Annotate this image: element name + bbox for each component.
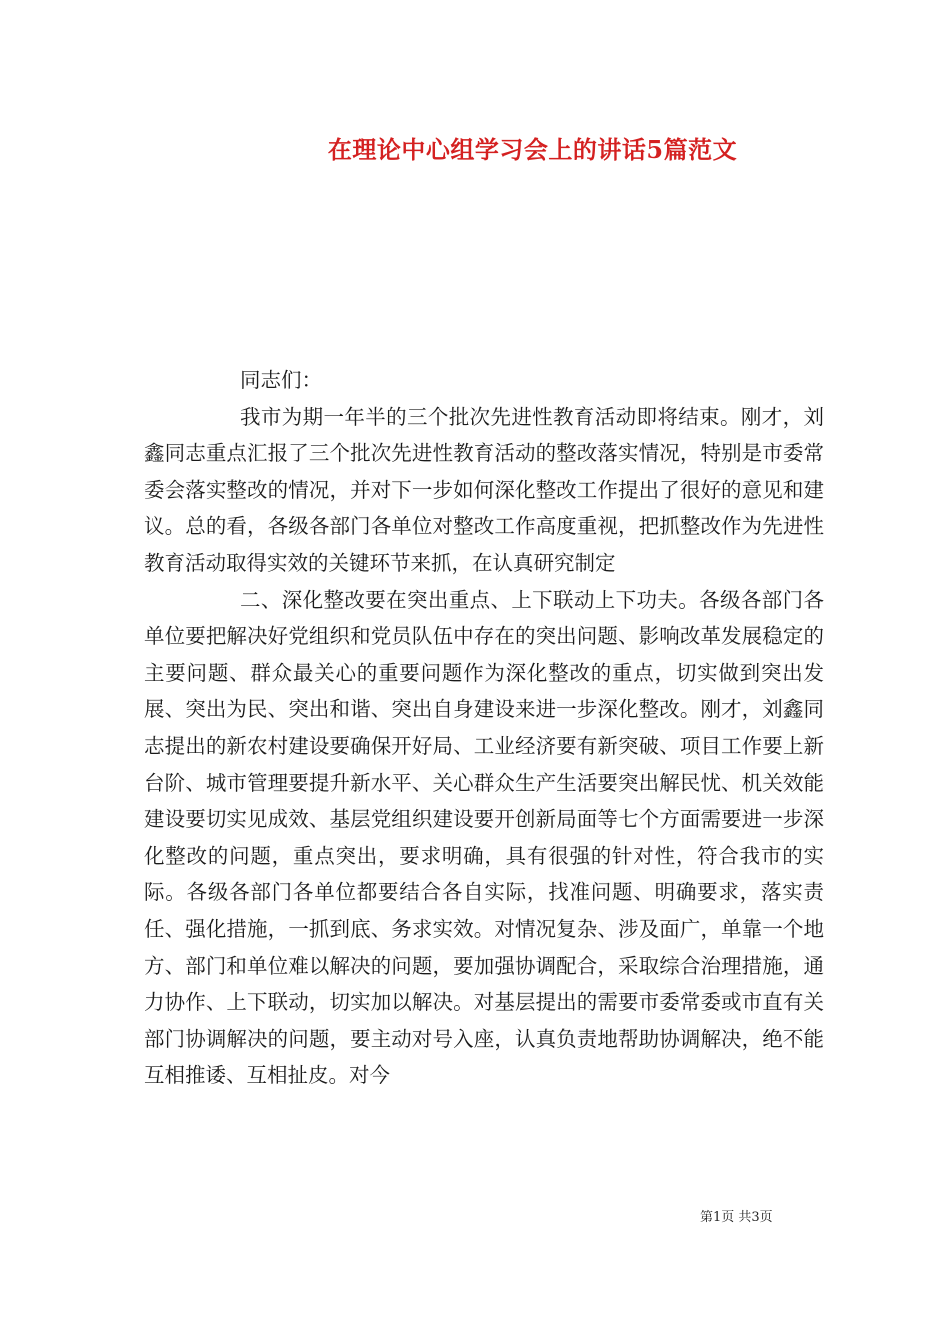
document-title: 在理论中心组学习会上的讲话5篇范文 — [327, 135, 738, 164]
salutation: 同志们： — [240, 368, 322, 392]
document-body — [144, 362, 824, 1094]
page-number: 第1页 共3页 — [700, 1210, 773, 1225]
paragraph: 我市为期一年半的三个批次先进性教育活动即将结束。刚才，刘鑫同志重点汇报了三个批次先进性教育活动的整改落实情况，特别是市委常委会落实整改的情况，并对下一步如何深化整改工作提出了很好的意见和建议。总的看，各级各部门各单位对整改工作高度重视，把抓整改作为先进性教育活动取得实效的关键环节来抓，在认真研究制定 — [144, 404, 824, 575]
paragraph: 二、深化整改要在突出重点、上下联动上下功夫。各级各部门各单位要把解决好党组织和党员队伍中存在的突出问题、影响改革发展稳定的主要问题、群众最关心的重要问题作为深化整改的重点，切实做到突出发展、突出为民、突出和谐、突出自身建设来进一步深化整改。刚才，刘鑫同志提出的新农村建设要确保开好局、工业经济要有新突破、项目工作要上新台阶、城市管理要提升新水平、关心群众生产生活要突出解民忧、机关效能建设要切实见成效、基层党组织建设要开创新局面等七个方面需要进一步深化整改的问题，重点突出，要求明确，具有很强的针对性，符合我市的实际。各级各部门各单位都要结合各自实际，找准问题、明确要求，落实责任、强化措施，一抓到底、务求实效。对情况复杂、涉及面广，单靠一个地方、部门和单位难以解决的问题，要加强协调配合，采取综合治理措施，通力协作、上下联动，切实加以解决。对基层提出的需要市委常委或市直有关部门协调解决的问题，要主动对号入座，认真负责地帮助协调解决，绝不能互相推诿、互相扯皮。对今 — [144, 587, 824, 1088]
